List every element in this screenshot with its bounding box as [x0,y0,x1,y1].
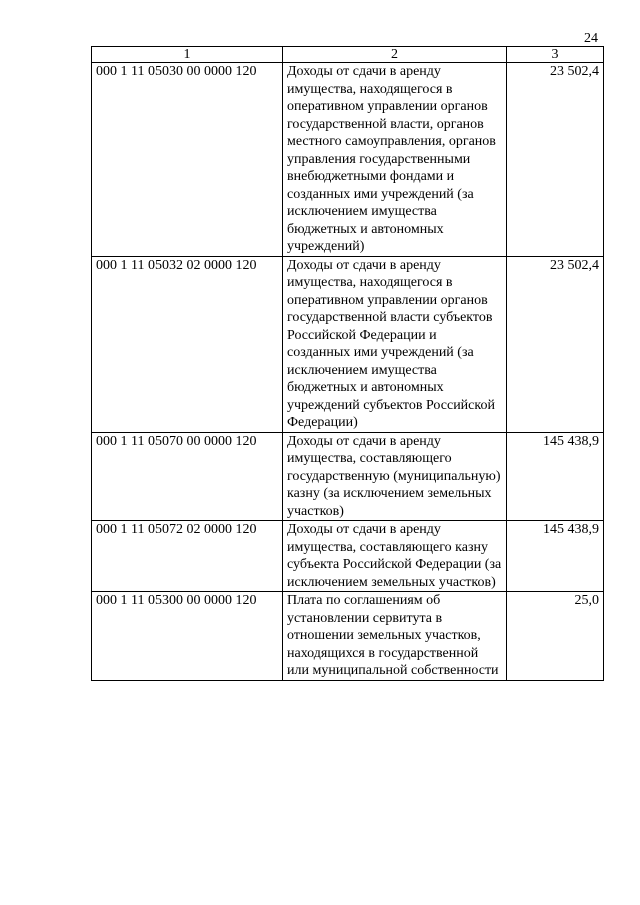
budget-revenue-table [91,46,604,681]
revenue-name: Плата по соглашениям об установлении сервитута в отношении земельных участков, находящихся в государственной или муниципальной собственности [283,592,507,681]
revenue-code: 000 1 11 05300 00 0000 120 [92,592,283,681]
table-row [92,592,604,681]
table-header-row [92,47,604,63]
column-header-amount: 3 [507,47,604,63]
column-header-code: 1 [92,47,283,63]
revenue-amount: 145 438,9 [507,432,604,521]
table-row [92,432,604,521]
revenue-name: Доходы от сдачи в аренду имущества, составляющего государственную (муниципальную) казну (за исключением земельных участков) [283,432,507,521]
revenue-name: Доходы от сдачи в аренду имущества, находящегося в оперативном управлении органов государственной власти субъектов Российской Федерации и созданных ими учреждений (за исключением имущества бюджетных и автономных учреждений субъектов Российской Федерации) [283,256,507,432]
revenue-code: 000 1 11 05032 02 0000 120 [92,256,283,432]
revenue-name: Доходы от сдачи в аренду имущества, составляющего казну субъекта Российской Федерации (за исключением земельных участков) [283,521,507,592]
revenue-code: 000 1 11 05030 00 0000 120 [92,63,283,257]
revenue-amount: 25,0 [507,592,604,681]
table-row [92,521,604,592]
revenue-amount: 145 438,9 [507,521,604,592]
revenue-amount: 23 502,4 [507,63,604,257]
table-row [92,256,604,432]
revenue-code: 000 1 11 05072 02 0000 120 [92,521,283,592]
revenue-name: Доходы от сдачи в аренду имущества, находящегося в оперативном управлении органов государственной власти, органов местного самоуправления, органов управления государственными внебюджетными фондами и созданных ими учреждений (за исключением имущества бюджетных и автономных учреждений) [283,63,507,257]
page-number: 24 [584,31,598,46]
column-header-name: 2 [283,47,507,63]
revenue-code: 000 1 11 05070 00 0000 120 [92,432,283,521]
revenue-amount: 23 502,4 [507,256,604,432]
table-row [92,63,604,257]
